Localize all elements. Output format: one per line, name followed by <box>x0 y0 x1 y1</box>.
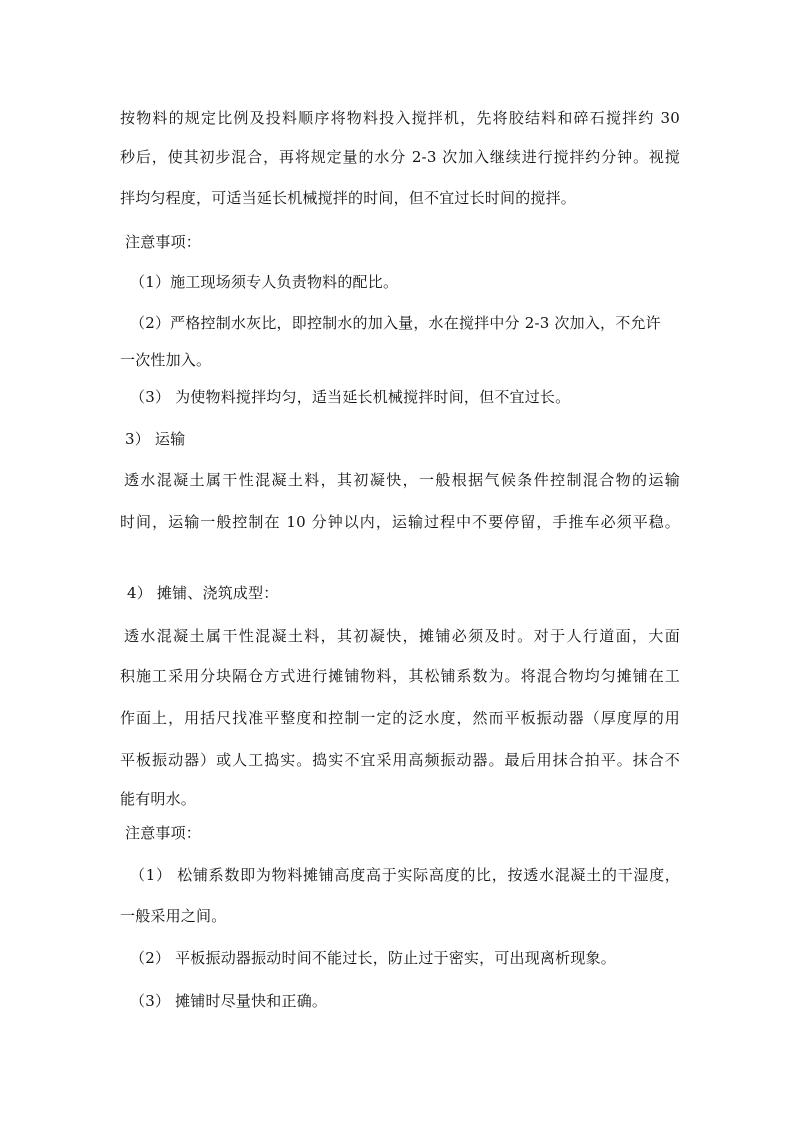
body-text-line: 能有明水。 <box>120 790 197 808</box>
section-heading: 4） 摊铺、浇筑成型： <box>127 584 279 602</box>
list-item-continuation: 一般采用之间。 <box>120 907 227 925</box>
list-item-continuation: 一次性加入。 <box>120 351 212 369</box>
body-text-line: 积施工采用分块隔仓方式进行摊铺物料，其松铺系数为。将混合物均匀摊铺在工 <box>120 667 680 685</box>
list-item: （3） 摊铺时尽量快和正确。 <box>130 992 328 1010</box>
body-text-line: 按物料的规定比例及投料顺序将物料投入搅拌机，先将胶结料和碎石搅拌约 30 <box>120 109 680 127</box>
body-text-line: 作面上，用括尺找准平整度和控制一定的泛水度，然而平板振动器（厚度厚的用 <box>120 709 680 727</box>
list-item: （2）严格控制水灰比，即控制水的加入量，水在搅拌中分 2-3 次加入，不允许 <box>130 314 661 332</box>
list-item: （1）施工现场须专人负责物料的配比。 <box>130 273 399 291</box>
section-heading: 注意事项： <box>125 233 202 251</box>
list-item: （1） 松铺系数即为物料摊铺高度高于实际高度的比，按透水混凝土的干湿度， <box>130 866 680 884</box>
body-text-line: 拌均匀程度，可适当延长机械搅拌的时间，但不宜过长时间的搅拌。 <box>120 189 577 207</box>
body-text-line: 平板振动器）或人工捣实。捣实不宜采用高频振动器。最后用抹合拍平。抹合不 <box>120 751 680 769</box>
list-item: （2） 平板振动器振动时间不能过长，防止过于密实，可出现离析现象。 <box>130 949 616 967</box>
body-text-line: 透水混凝土属干性混凝土料，其初凝快，摊铺必须及时。对于人行道面，大面 <box>124 627 680 645</box>
section-heading: 3） 运输 <box>125 430 186 448</box>
list-item: （3） 为使物料搅拌均匀，适当延长机械搅拌时间，但不宜过长。 <box>130 388 571 406</box>
body-text-line: 秒后，使其初步混合，再将规定量的水分 2-3 次加入继续进行搅拌约分钟。视搅 <box>120 148 680 166</box>
body-text-line: 时间，运输一般控制在 10 分钟以内，运输过程中不要停留，手推车必须平稳。 <box>120 513 680 531</box>
section-heading: 注意事项： <box>125 824 202 842</box>
body-text-line: 透水混凝土属干性混凝土料，其初凝快，一般根据气候条件控制混合物的运输 <box>124 471 680 489</box>
